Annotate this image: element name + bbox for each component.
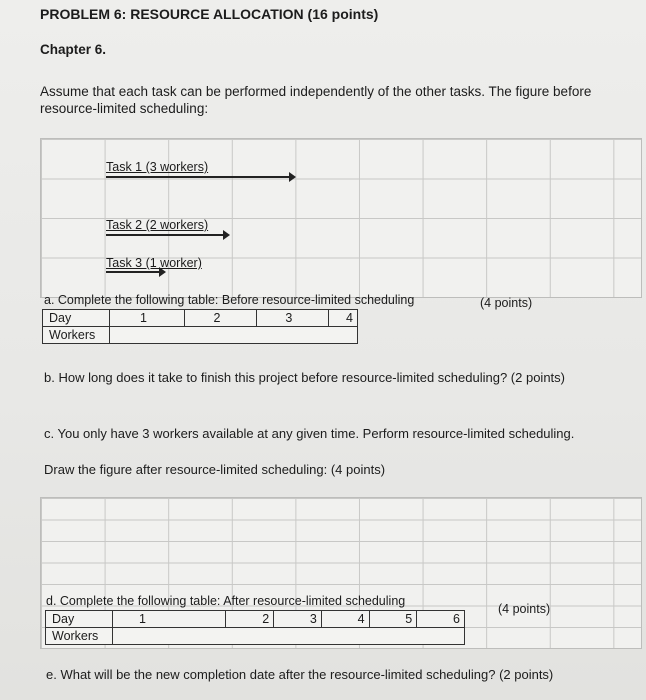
chapter-heading: Chapter 6.: [40, 42, 107, 57]
day-cell: 3: [257, 310, 329, 327]
day-label: Day: [46, 611, 113, 628]
task-2-label: Task 2 (2 workers): [106, 218, 209, 232]
page-title: PROBLEM 6: RESOURCE ALLOCATION (16 points): [40, 6, 379, 22]
workers-label: Workers: [46, 628, 113, 645]
part-c-line-1: c. You only have 3 workers available at any given time. Perform resource-limited scheduling.: [44, 426, 575, 441]
table-after: [45, 610, 465, 645]
table-row: [46, 611, 465, 628]
task-3-label: Task 3 (1 worker): [106, 256, 202, 270]
day-cell: 1: [110, 310, 185, 327]
part-b-prompt: b. How long does it take to finish this project before resource-limited scheduling? (2 points): [44, 370, 565, 385]
part-c-line-2: Draw the figure after resource-limited scheduling: (4 points): [44, 462, 386, 477]
day-cell: 5: [369, 611, 417, 628]
day-cell: 6: [417, 611, 465, 628]
intro-line-2: resource-limited scheduling:: [40, 101, 209, 116]
day-cell: 4: [329, 310, 358, 327]
day-cell: 2: [226, 611, 274, 628]
workers-label: Workers: [43, 327, 110, 344]
part-d-points: (4 points): [498, 602, 551, 616]
part-a-points: (4 points): [480, 296, 533, 310]
task-1-arrow: [106, 176, 290, 178]
day-cell: 3: [274, 611, 322, 628]
table-row: [46, 628, 465, 645]
workers-cell[interactable]: [110, 327, 358, 344]
part-e-prompt: e. What will be the new completion date after the resource-limited scheduling? (2 points): [46, 667, 554, 682]
task-2-arrow: [106, 234, 224, 236]
table-before: [42, 309, 358, 344]
part-a-prompt: a. Complete the following table: Before resource-limited scheduling: [44, 293, 415, 307]
day-cell: 2: [185, 310, 257, 327]
day-label: Day: [43, 310, 110, 327]
day-cell: 4: [321, 611, 369, 628]
workers-cell[interactable]: [113, 628, 465, 645]
part-d-prompt: d. Complete the following table: After resource-limited scheduling: [46, 594, 406, 608]
task-1-label: Task 1 (3 workers): [106, 160, 209, 174]
task-3-arrow: [106, 271, 160, 273]
table-row: [43, 310, 358, 327]
table-row: [43, 327, 358, 344]
intro-line-1: Assume that each task can be performed independently of the other tasks. The figure before: [40, 84, 592, 99]
day-cell: 1: [113, 611, 226, 628]
